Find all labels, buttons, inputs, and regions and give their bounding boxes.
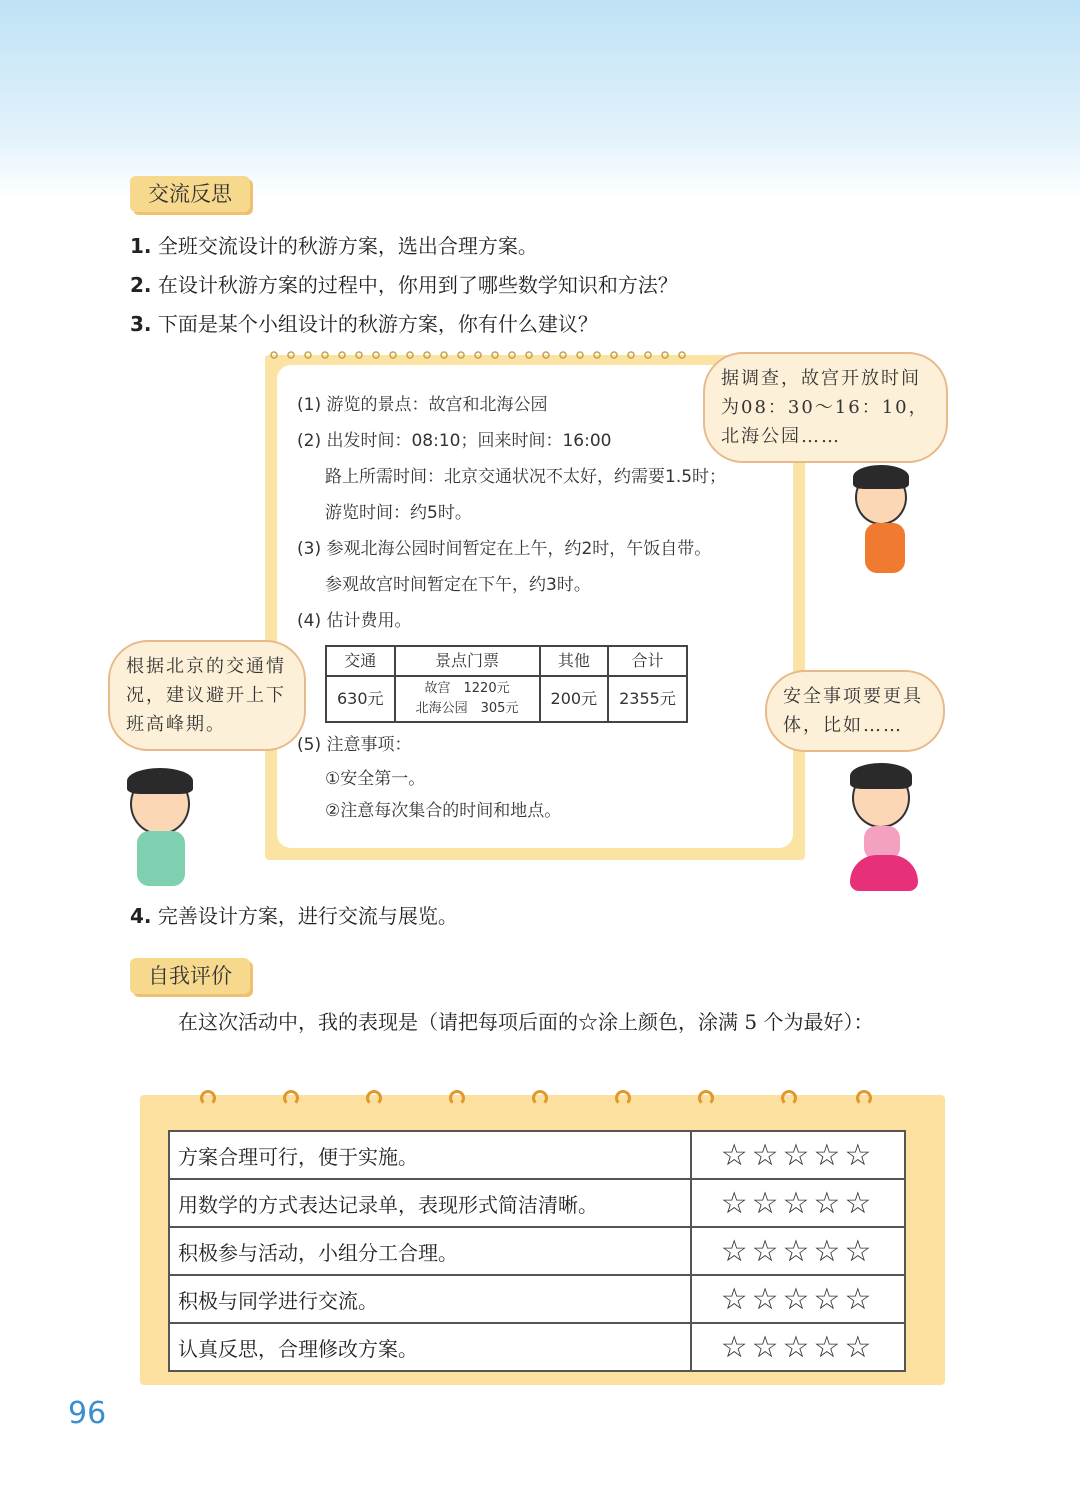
question-4: 4. 完善设计方案，进行交流与展览。 xyxy=(130,904,458,928)
plan-line: (1) 游览的景点：故宫和北海公园 xyxy=(297,395,548,415)
cost-header: 景点门票 xyxy=(395,646,540,676)
question-1: 1. 全班交流设计的秋游方案，选出合理方案。 xyxy=(130,234,538,258)
page-number: 96 xyxy=(68,1396,107,1431)
star-rating[interactable]: ☆☆☆☆☆ xyxy=(691,1179,905,1227)
cost-header: 交通 xyxy=(326,646,395,676)
ring-hook xyxy=(366,1090,382,1106)
plan-line: (5) 注意事项： xyxy=(297,735,412,755)
table-row xyxy=(169,1323,905,1371)
ring-hook xyxy=(283,1090,299,1106)
table-row xyxy=(169,1275,905,1323)
cost-table xyxy=(325,645,688,723)
cost-header: 合计 xyxy=(608,646,687,676)
plan-line: ①安全第一。 xyxy=(325,769,426,789)
cost-other: 200元 xyxy=(540,676,609,722)
criterion: 用数学的方式表达记录单，表现形式简洁清晰。 xyxy=(169,1179,691,1227)
plan-line: ②注意每次集合的时间和地点。 xyxy=(325,801,562,821)
table-row xyxy=(169,1131,905,1179)
evaluation-instructions: 在这次活动中，我的表现是（请把每项后面的☆涂上颜色，涂满 5 个为最好）： xyxy=(178,1010,874,1034)
cost-total: 2355元 xyxy=(608,676,687,722)
plan-line: (4) 估计费用。 xyxy=(297,611,412,631)
section-tag-self-evaluation: 自我评价 xyxy=(130,958,250,994)
speech-bubble-opening-hours: 据调查，故宫开放时间为08：30～16：10，北海公园…… xyxy=(703,352,948,463)
plan-line: 游览时间：约5时。 xyxy=(325,503,472,523)
criterion: 认真反思，合理修改方案。 xyxy=(169,1323,691,1371)
speech-bubble-traffic: 根据北京的交通情况，建议避开上下班高峰期。 xyxy=(108,640,306,751)
ring-hook xyxy=(856,1090,872,1106)
header-background xyxy=(0,0,1080,200)
plan-line: (2) 出发时间：08:10；回来时间：16:00 xyxy=(297,431,612,451)
cost-header: 其他 xyxy=(540,646,609,676)
cost-transport: 630元 xyxy=(326,676,395,722)
table-row xyxy=(169,1227,905,1275)
star-rating[interactable]: ☆☆☆☆☆ xyxy=(691,1275,905,1323)
ring-hook xyxy=(532,1090,548,1106)
criterion: 积极参与活动，小组分工合理。 xyxy=(169,1227,691,1275)
section-tag-reflection: 交流反思 xyxy=(130,176,250,212)
question-2: 2. 在设计秋游方案的过程中，你用到了哪些数学知识和方法？ xyxy=(130,273,678,297)
ring-hook xyxy=(781,1090,797,1106)
question-3: 3. 下面是某个小组设计的秋游方案，你有什么建议？ xyxy=(130,312,598,336)
table-row xyxy=(169,1179,905,1227)
star-rating[interactable]: ☆☆☆☆☆ xyxy=(691,1323,905,1371)
criterion: 积极与同学进行交流。 xyxy=(169,1275,691,1323)
ring-hook xyxy=(615,1090,631,1106)
criterion: 方案合理可行，便于实施。 xyxy=(169,1131,691,1179)
star-rating[interactable]: ☆☆☆☆☆ xyxy=(691,1131,905,1179)
ring-hook xyxy=(449,1090,465,1106)
cost-tickets: 故宫 1220元 北海公园 305元 xyxy=(395,676,540,722)
ring-hook xyxy=(200,1090,216,1106)
speech-bubble-safety: 安全事项要更具体，比如…… xyxy=(765,670,945,752)
star-rating[interactable]: ☆☆☆☆☆ xyxy=(691,1227,905,1275)
notebook-rings xyxy=(270,350,695,360)
plan-line: 路上所需时间：北京交通状况不太好，约需要1.5时； xyxy=(325,467,727,487)
plan-line: (3) 参观北海公园时间暂定在上午，约2时，午饭自带。 xyxy=(297,539,712,559)
ring-hook xyxy=(698,1090,714,1106)
plan-line: 参观故宫时间暂定在下午，约3时。 xyxy=(325,575,591,595)
self-evaluation-table xyxy=(168,1130,906,1372)
